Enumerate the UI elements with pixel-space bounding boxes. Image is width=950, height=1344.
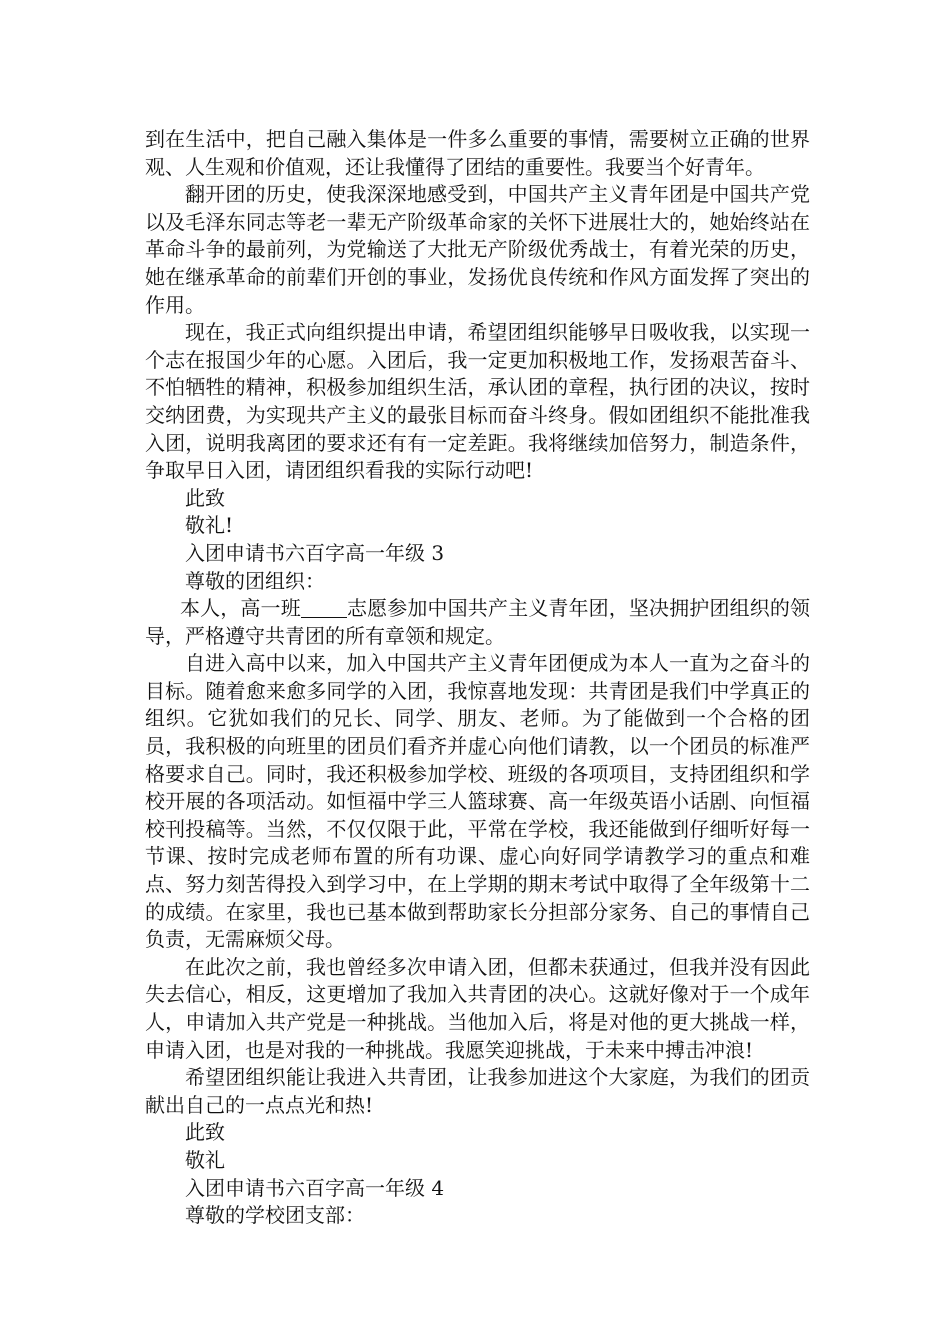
greeting-league-org: 尊敬的团组织：	[185, 568, 325, 593]
class-blank	[301, 597, 347, 618]
closing-regards-2: 敬礼	[185, 1147, 225, 1172]
closing-salutation-2: 此致	[185, 1120, 225, 1145]
paragraph-previous-attempts: 在此次之前，我也曾经多次申请入团，但都未获通过，但我并没有因此失去信心，相反，这更增加了我加入共青团的决心。这就好像对于一个成年人，申请加入共产党是一种挑战。当他加入后，将是对他的更大挑战一样，申请入团，也是对我的一种挑战。我愿笑迎挑战，于未来中搏击冲浪!	[145, 954, 810, 1062]
paragraph-life-lesson: 到在生活中，把自己融入集体是一件多么重要的事情，需要树立正确的世界观、人生观和价值观，还让我懂得了团结的重要性。我要当个好青年。	[145, 127, 810, 179]
paragraph-high-school-goal: 自进入高中以来，加入中国共产主义青年团便成为本人一直为之奋斗的目标。随着愈来愈多同学的入团，我惊喜地发现：共青团是我们中学真正的组织。它犹如我们的兄长、同学、朋友、老师。为了能做到一个合格的团员，我积极的向班里的团员们看齐并虚心向他们请教，以一个团员的标准严格要求自己。同时，我还积极参加学校、班级的各项项目，支持团组织和学校开展的各项活动。如恒福中学三人篮球赛、高一年级英语小话剧、向恒福校刊投稿等。当然，不仅仅限于此，平常在学校，我还能做到仔细听好每一节课、按时完成老师布置的所有功课、虚心向好同学请教学习的重点和难点、努力刻苦得投入到学习中，在上学期的期末考试中取得了全年级第十二的成绩。在家里，我也已基本做到帮助家长分担部分家务、自己的事情自己负责，无需麻烦父母。	[145, 651, 810, 952]
paragraph-league-history: 翻开团的历史，使我深深地感受到，中国共产主义青年团是中国共产党以及毛泽东同志等老一辈无产阶级革命家的关怀下进展壮大的，她始终站在革命斗争的最前列，为党输送了大批无产阶级优秀战士，有着光荣的历史，她在继承革命的前辈们开创的事业，发扬优良传统和作风方面发挥了突出的作用。	[145, 182, 810, 317]
greeting-school-branch: 尊敬的学校团支部：	[185, 1203, 365, 1228]
document-page	[145, 126, 810, 1230]
closing-regards: 敬礼!	[185, 513, 234, 538]
section-heading-3: 入团申请书六百字高一年级 3	[185, 540, 445, 565]
paragraph-self-intro	[145, 595, 810, 650]
self-intro-rest: 志愿参加中国共产主义青年团，坚决拥护团组织的领导，严格遵守共青团的所有章领和规定。	[145, 596, 811, 648]
paragraph-formal-application: 现在，我正式向组织提出申请，希望团组织能够早日吸收我，以实现一个志在报国少年的心愿。入团后，我一定更加积极地工作，发扬艰苦奋斗、不怕牺牲的精神，积极参加组织生活，承认团的章程，执行团的决议，按时交纳团费，为实现共产主义的最张目标而奋斗终身。假如团组织不能批准我入团，说明我离团的要求还有有一定差距。我将继续加倍努力，制造条件，争取早日入团，请团组织看我的实际行动吧!	[145, 320, 810, 483]
section-heading-4: 入团申请书六百字高一年级 4	[185, 1175, 445, 1200]
closing-salutation: 此致	[185, 485, 225, 510]
self-intro-start: 本人，高一班	[180, 596, 301, 621]
paragraph-hope: 希望团组织能让我进入共青团，让我参加进这个大家庭，为我们的团贡献出自己的一点点光和热!	[145, 1065, 810, 1117]
